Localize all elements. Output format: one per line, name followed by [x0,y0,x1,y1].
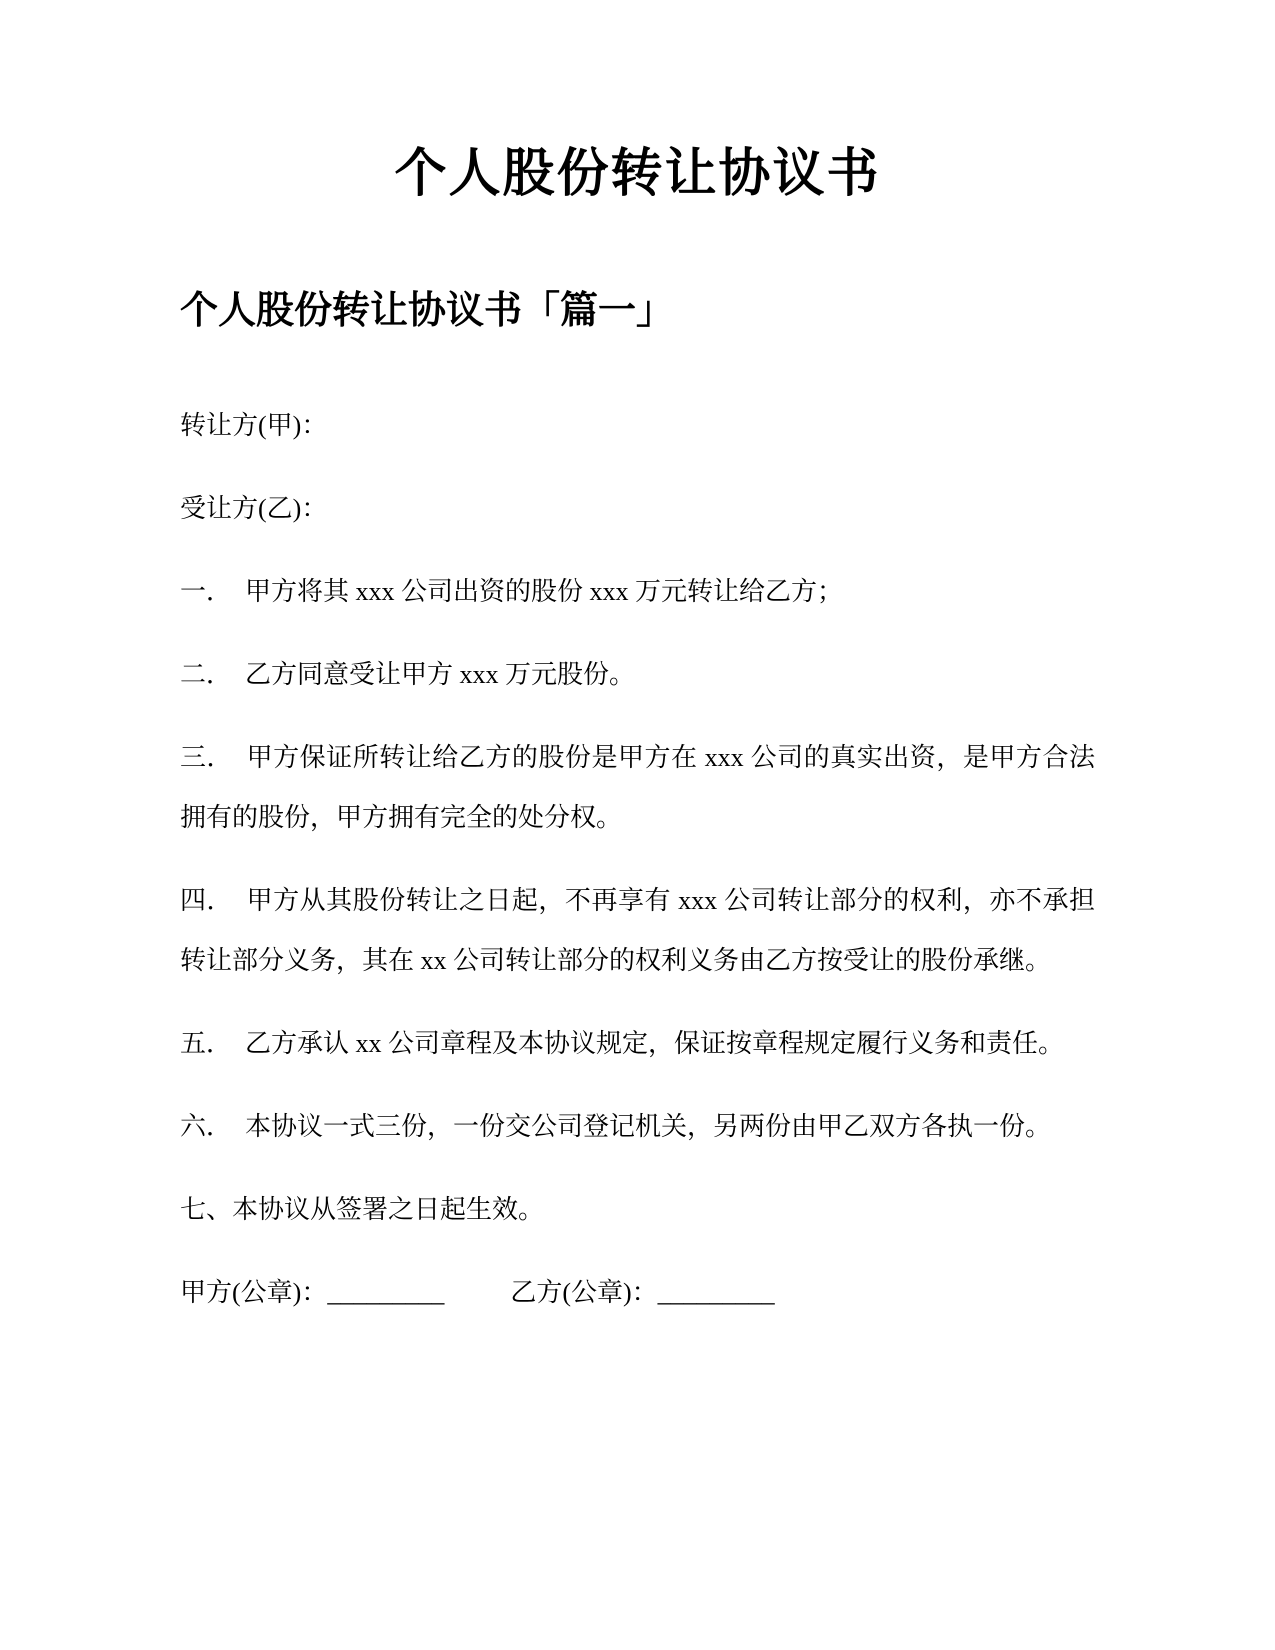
clause-1: 一． 甲方将其 xxx 公司出资的股份 xxx 万元转让给乙方； [180,577,844,606]
clause-2: 二． 乙方同意受让甲方 xxx 万元股份。 [180,660,636,689]
document-title: 个人股份转让协议书 [394,146,881,203]
clause-3: 三． 甲方保证所转让给乙方的股份是甲方在 xxx 公司的真实出资，是甲方合法拥有的股份，甲方拥有完全的处分权。 [180,743,1095,832]
clause-4: 四． 甲方从其股份转让之日起，不再享有 xxx 公司转让部分的权利，亦不承担转让部分义务，其在 xx 公司转让部分的权利义务由乙方按受让的股份承继。 [180,886,1095,975]
clause-5: 五． 乙方承认 xx 公司章程及本协议规定，保证按章程规定履行义务和责任。 [180,1029,1065,1058]
party-b-line: 受让方(乙)： [180,494,328,523]
party-b-seal-label: 乙方(公章)： [510,1278,658,1307]
clause-6: 六． 本协议一式三份，一份交公司登记机关，另两份由甲乙双方各执一份。 [180,1112,1052,1141]
party-a-seal-label: 甲方(公章)： [180,1278,328,1307]
clause-7: 七、本协议从签署之日起生效。 [180,1195,545,1224]
signature-line [180,1263,1095,1323]
party-b-signature-blank: _________ [657,1278,775,1307]
party-a-line: 转让方(甲)： [180,411,328,440]
party-a-signature-blank: _________ [327,1278,445,1307]
section-heading: 个人股份转让协议书「篇一」 [180,290,675,332]
